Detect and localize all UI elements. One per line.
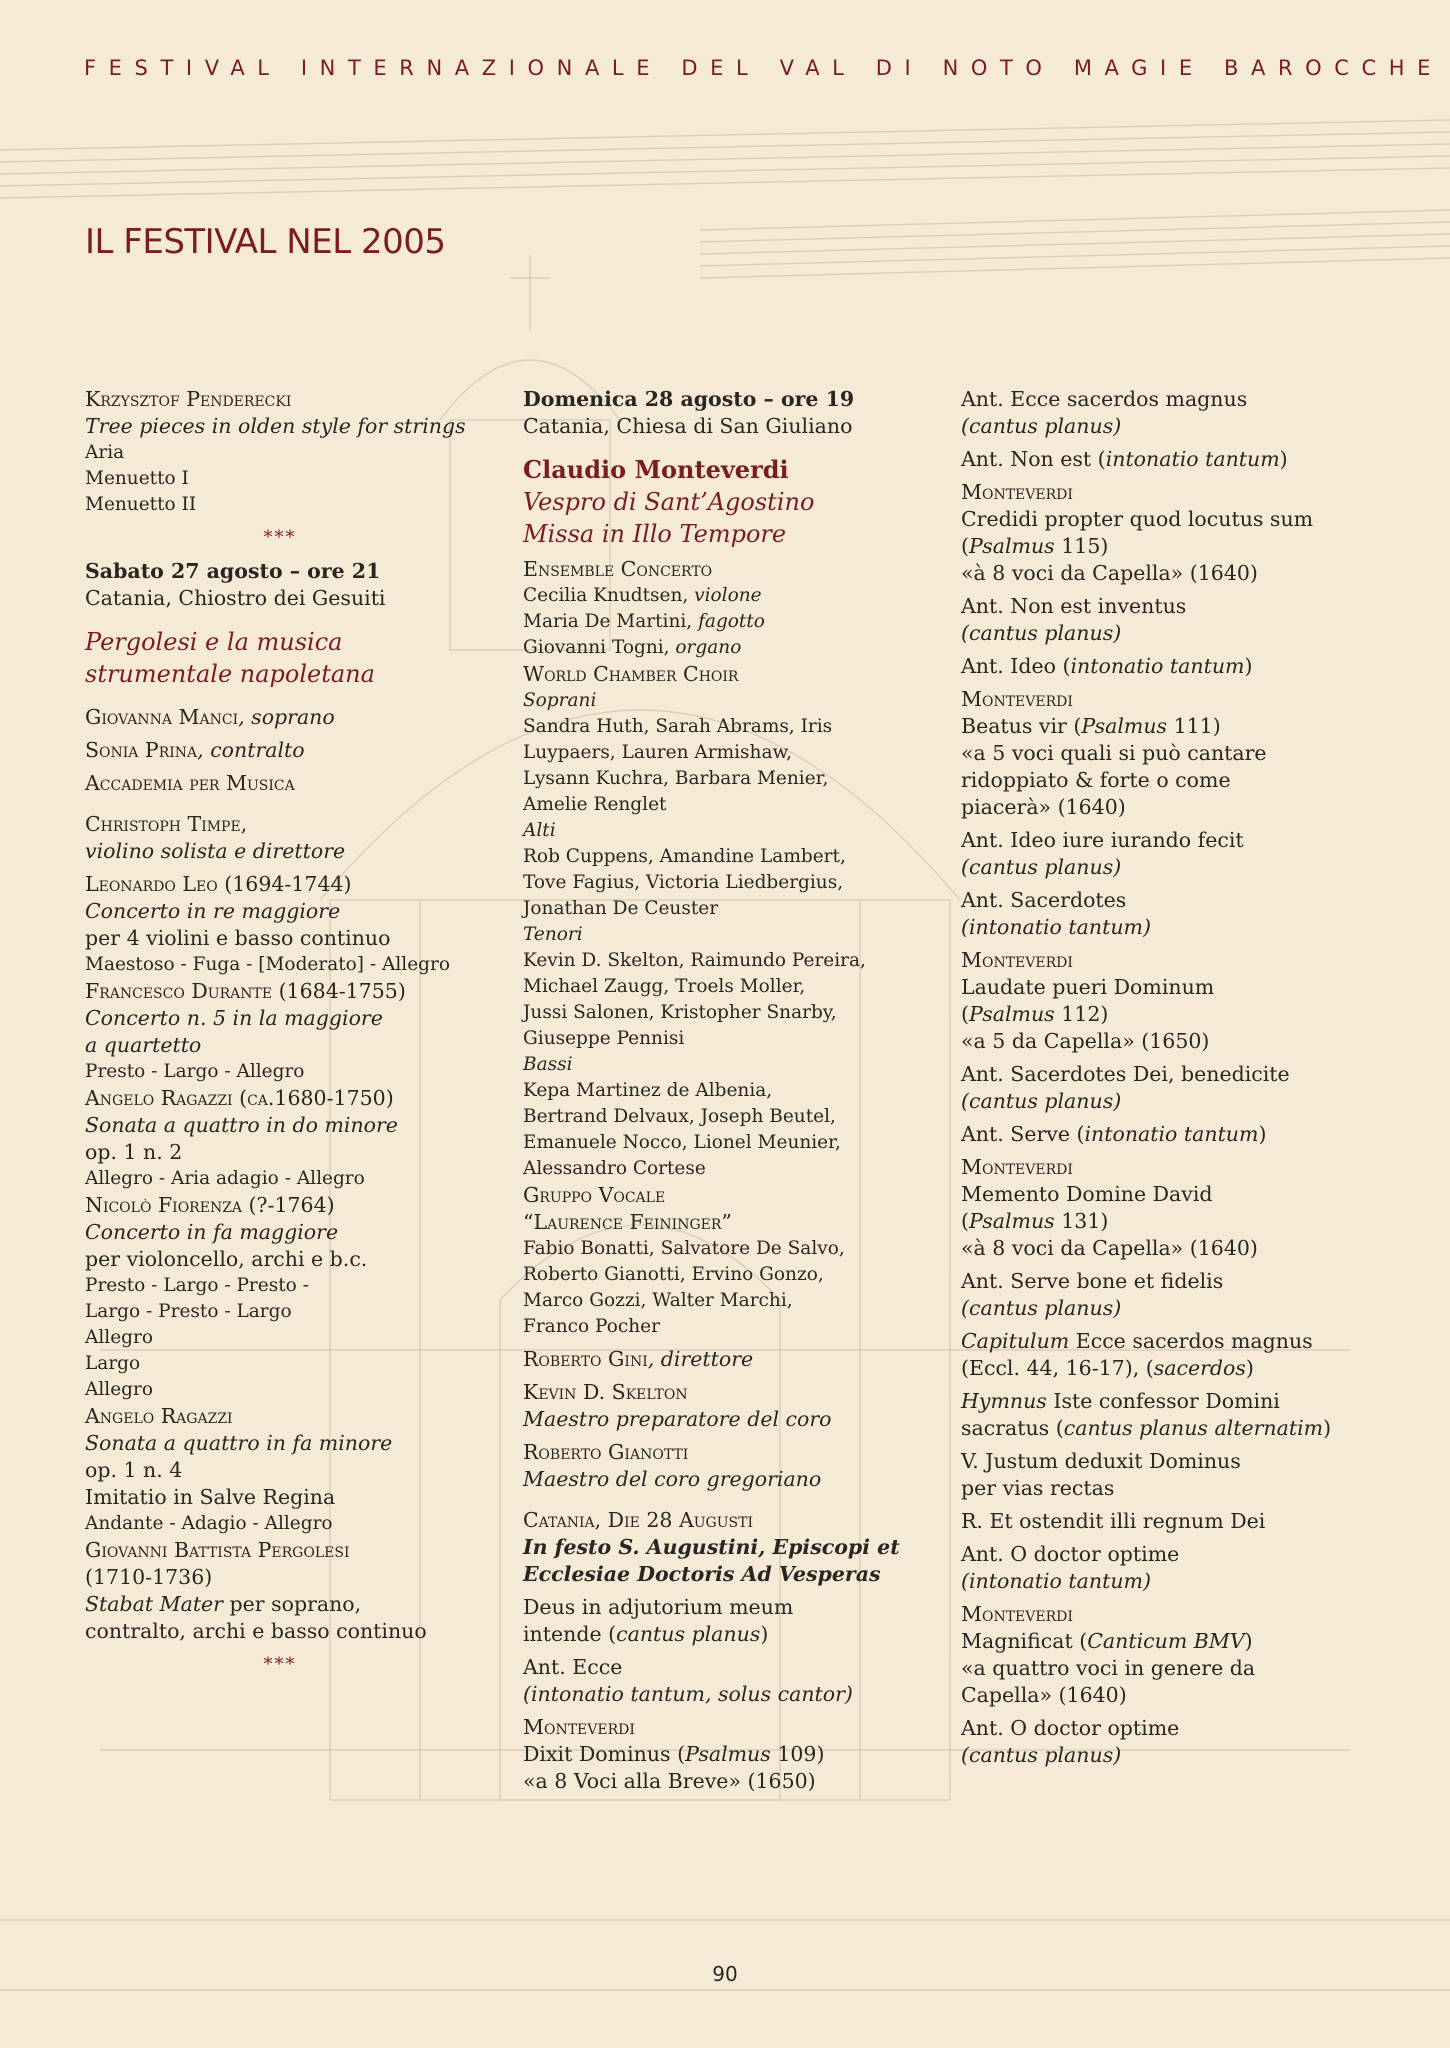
text-run: ) (1245, 1356, 1254, 1380)
singer-list: Lysann Kuchra, Barbara Menier, (523, 768, 829, 789)
movement: Menuetto II (85, 494, 197, 515)
performer-role: Maestro del coro gregoriano (523, 1467, 822, 1491)
movement: Menuetto I (85, 468, 189, 489)
text-run: ) (1258, 1122, 1267, 1146)
column-middle (523, 386, 933, 1795)
work-scoring: contralto, archi e basso continuo (85, 1619, 427, 1643)
singer-list: Alessandro Cortese (523, 1158, 706, 1179)
text-run: ) (760, 1622, 769, 1646)
movements: Andante - Adagio - Allegro (85, 1513, 333, 1534)
text-run: Ecce sacerdos magnus (1069, 1329, 1313, 1353)
liturgy-item (961, 713, 1381, 740)
concert-venue: Catania, Chiostro dei Gesuiti (85, 586, 386, 610)
text-run: Capitulum (961, 1329, 1070, 1353)
text-run: Beatus vir ( (961, 714, 1082, 738)
work-scoring: per soprano, (223, 1592, 362, 1616)
running-header: FESTIVAL INTERNAZIONALE DEL VAL DI NOTO MAGIE BAROCCHE (84, 56, 1444, 80)
concert-venue: Catania, Chiesa di San Giuliano (523, 414, 853, 438)
liturgy-item: Ant. Ecce sacerdos magnus (961, 387, 1248, 411)
movements: Largo - Presto - Largo (85, 1301, 292, 1322)
performer-name: Cecilia Knudtsen, (523, 585, 695, 606)
work-title: a quartetto (85, 1033, 202, 1057)
text-run: sacerdos (1153, 1356, 1246, 1380)
liturgy-item: Ant. O doctor optime (961, 1542, 1180, 1566)
composer-name: Monteverdi (523, 1715, 635, 1739)
singer-list: Marco Gozzi, Walter Marchi, (523, 1290, 793, 1311)
liturgy-item: «a quattro voci in genere da (961, 1656, 1256, 1680)
singer-list: Michael Zaugg, Troels Moller, (523, 976, 806, 997)
work-title: Sonata a quattro in fa minore (85, 1431, 393, 1455)
performer-role: , soprano (238, 705, 335, 729)
liturgy-item: Ant. O doctor optime (961, 1716, 1180, 1740)
ensemble-name: Ensemble Concerto (523, 557, 713, 581)
singer-list: Emanuele Nocco, Lionel Meunier, (523, 1132, 841, 1153)
text-run: ) (1244, 1629, 1253, 1653)
text-run: cantus planus alternatim (1063, 1416, 1324, 1440)
work-title: Concerto in fa maggiore (85, 1220, 339, 1244)
concert-title: Pergolesi e la musica (85, 628, 343, 656)
singer-list: Jonathan De Ceuster (523, 898, 719, 919)
text-run: ) (1244, 654, 1253, 678)
liturgy-item: (cantus planus) (961, 414, 1122, 438)
composer-name: Giovanni Battista Pergolesi (85, 1538, 350, 1562)
text-run: 109) (770, 1742, 825, 1766)
performer-role: organo (675, 637, 742, 658)
composer-name: Leonardo Leo (1694-1744) (85, 872, 352, 896)
liturgy-item: (cantus planus) (961, 1089, 1122, 1113)
liturgy-item: Deus in adjutorium meum (523, 1595, 794, 1619)
singer-list: Rob Cuppens, Amandine Lambert, (523, 846, 846, 867)
liturgy-item: (intonatio tantum) (961, 915, 1151, 939)
liturgy-item: ridoppiato & forte o come (961, 768, 1231, 792)
liturgy-item: R. Et ostendit illi regnum Dei (961, 1509, 1266, 1533)
performer-role: fagotto (698, 611, 765, 632)
text-run: sacratus ( (961, 1416, 1064, 1440)
liturgy-item: Capella» (1640) (961, 1683, 1127, 1707)
performer (85, 737, 495, 764)
performer-name: Roberto Gini (523, 1347, 648, 1371)
concert-title: Vespro di Sant’Agostino (523, 488, 815, 516)
text-run: cantus planus (616, 1622, 761, 1646)
text-run: Dixit Dominus ( (523, 1742, 686, 1766)
liturgy-item: (intonatio tantum, solus cantor) (523, 1682, 853, 1706)
liturgy-item (961, 1388, 1381, 1415)
ensemble-name: “Laurence Feininger” (523, 1210, 732, 1234)
liturgy-item (523, 1621, 933, 1648)
composer-dates: (1710-1736) (85, 1565, 213, 1589)
liturgy-item: «à 8 voci da Capella» (1640) (961, 1236, 1258, 1260)
text-run: intonatio tantum (1105, 447, 1280, 471)
work-title (85, 1591, 495, 1618)
liturgy-item (961, 653, 1381, 680)
text-run: Ant. Serve ( (961, 1122, 1085, 1146)
work-title: Tree pieces in olden style for strings (85, 414, 466, 438)
voice-section: Tenori (523, 924, 583, 945)
performer-name: Christoph Timpe, (85, 812, 248, 836)
singer-list: Roberto Gianotti, Ervino Gonzo, (523, 1264, 824, 1285)
liturgy-item: (cantus planus) (961, 621, 1122, 645)
composer-name: Angelo Ragazzi (85, 1404, 233, 1428)
text-run: intonatio tantum (1084, 1122, 1259, 1146)
liturgy-item: (cantus planus) (961, 1743, 1122, 1767)
concert-date: Sabato 27 agosto – ore 21 (85, 559, 381, 583)
liturgy-item (961, 1628, 1381, 1655)
ensemble-name: Gruppo Vocale (523, 1183, 666, 1207)
liturgy-item: Memento Domine David (961, 1182, 1213, 1206)
composer-name: Monteverdi (961, 1155, 1073, 1179)
work-title: Sonata a quattro in do minore (85, 1113, 398, 1137)
singer-list: Franco Pocher (523, 1316, 660, 1337)
movements: Allegro (85, 1327, 153, 1348)
liturgy-item: piacerà» (1640) (961, 795, 1126, 819)
performer (523, 635, 933, 661)
singer-list: Bertrand Delvaux, Joseph Beutel, (523, 1106, 836, 1127)
concert-title: strumentale napoletana (85, 660, 375, 688)
performer-name: Giovanna Manci (85, 705, 239, 729)
liturgy-item: Ant. Ideo iure iurando fecit (961, 828, 1244, 852)
liturgy-title: In festo S. Augustini, Episcopi et (523, 1535, 900, 1559)
performer-role: violone (694, 585, 762, 606)
concert-composer: Claudio Monteverdi (523, 455, 789, 484)
text-run: Psalmus (969, 534, 1055, 558)
text-run: ( (961, 534, 969, 558)
ensemble-name: Accademia per Musica (85, 771, 295, 795)
text-run: ( (961, 1002, 969, 1026)
composer-name: Francesco Durante (1684-1755) (85, 979, 406, 1003)
liturgy-item: «a 8 Voci alla Breve» (1650) (523, 1769, 816, 1793)
liturgy-item: per vias rectas (961, 1476, 1115, 1500)
text-run: intende ( (523, 1622, 617, 1646)
performer-role: , direttore (647, 1347, 754, 1371)
singer-list: Jussi Salonen, Kristopher Snarby, (523, 1002, 837, 1023)
liturgy-item: Ant. Sacerdotes Dei, benedicite (961, 1062, 1290, 1086)
singer-list: Kepa Martinez de Albenia, (523, 1080, 773, 1101)
composer-name: Monteverdi (961, 948, 1073, 972)
text-run: Canticum BMV (1087, 1629, 1245, 1653)
composer-name: Monteverdi (961, 687, 1073, 711)
text-run: Psalmus (685, 1742, 771, 1766)
voice-section: Bassi (523, 1054, 573, 1075)
liturgy-item: V. Justum deduxit Dominus (961, 1449, 1241, 1473)
work-title: Concerto n. 5 in la maggiore (85, 1006, 383, 1030)
text-run: ) (1279, 447, 1288, 471)
movements: Maestoso - Fuga - [Moderato] - Allegro (85, 954, 450, 975)
text-run: ) (1323, 1416, 1332, 1440)
liturgy-heading: Catania, Die 28 Augusti (523, 1508, 753, 1532)
text-run: Ant. Ideo ( (961, 654, 1071, 678)
singer-list: Tove Fagius, Victoria Liedbergius, (523, 872, 844, 893)
composer-name: Angelo Ragazzi (ca.1680-1750) (85, 1086, 394, 1110)
movement: Aria (85, 442, 125, 463)
performer-name: Kevin D. Skelton (523, 1380, 688, 1404)
concert-title: Missa in Illo Tempore (523, 520, 787, 548)
performer-role: violino solista e direttore (85, 839, 346, 863)
liturgy-item (961, 1208, 1381, 1235)
liturgy-title: Ecclesiae Doctoris Ad Vesperas (523, 1562, 881, 1586)
work-name: Stabat Mater (85, 1592, 223, 1616)
movements: Largo (85, 1353, 141, 1374)
singer-list: Fabio Bonatti, Salvatore De Salvo, (523, 1238, 845, 1259)
text-run: intonatio tantum (1070, 654, 1245, 678)
text-run: Psalmus (1081, 714, 1168, 738)
movements: Presto - Largo - Presto - (85, 1275, 309, 1296)
text-run: 115) (1054, 534, 1109, 558)
work-scoring: per violoncello, archi e b.c. (85, 1247, 368, 1271)
voice-section: Alti (523, 820, 556, 841)
singer-list: Sandra Huth, Sarah Abrams, Iris (523, 716, 833, 737)
voice-section: Soprani (523, 690, 597, 711)
composer-name: Monteverdi (961, 480, 1073, 504)
singer-list: Amelie Renglet (523, 794, 667, 815)
liturgy-item: (cantus planus) (961, 1296, 1122, 1320)
text-run: Hymnus (961, 1389, 1047, 1413)
work-title: Imitatio in Salve Regina (85, 1485, 336, 1509)
liturgy-item: Credidi propter quod locutus sum (961, 507, 1314, 531)
column-right (961, 386, 1381, 1769)
work-scoring: per 4 violini e basso continuo (85, 926, 391, 950)
liturgy-item (961, 1328, 1381, 1355)
liturgy-item (961, 1001, 1381, 1028)
text-run: ( (961, 1209, 969, 1233)
composer-name: Nicolò Fiorenza (?-1764) (85, 1193, 335, 1217)
liturgy-item (523, 1741, 933, 1768)
page-title: IL FESTIVAL NEL 2005 (85, 222, 446, 262)
singer-list: Luypaers, Lauren Armishaw, (523, 742, 793, 763)
text-run: (Eccl. 44, 16-17), ( (961, 1356, 1154, 1380)
liturgy-item (961, 446, 1381, 473)
liturgy-item: «à 8 voci da Capella» (1640) (961, 561, 1258, 585)
movements: Allegro - Aria adagio - Allegro (85, 1168, 365, 1189)
performer-name: Sonia Prina (85, 738, 198, 762)
liturgy-item: Ant. Non est inventus (961, 594, 1187, 618)
liturgy-item: «a 5 da Capella» (1650) (961, 1029, 1210, 1053)
text-run: 131) (1054, 1209, 1109, 1233)
liturgy-item: (cantus planus) (961, 855, 1122, 879)
performer-role: Maestro preparatore del coro (523, 1407, 832, 1431)
opus-number: op. 1 n. 2 (85, 1140, 183, 1164)
performer (523, 583, 933, 609)
text-run: Magnificat ( (961, 1629, 1088, 1653)
liturgy-item (961, 1415, 1381, 1442)
text-run: Ant. Non est ( (961, 447, 1106, 471)
text-run: 112) (1054, 1002, 1109, 1026)
composer-name: Monteverdi (961, 1602, 1073, 1626)
section-separator: *** (263, 1654, 297, 1675)
movements: Allegro (85, 1379, 153, 1400)
liturgy-item: Ant. Sacerdotes (961, 888, 1127, 912)
performer (523, 1346, 933, 1373)
concert-date: Domenica 28 agosto – ore 19 (523, 387, 855, 411)
liturgy-item: «a 5 voci quali si può cantare (961, 741, 1267, 765)
liturgy-item: Ant. Serve bone et fidelis (961, 1269, 1224, 1293)
text-run: Psalmus (969, 1002, 1055, 1026)
liturgy-item (961, 1121, 1381, 1148)
text-run: Iste confessor Domini (1046, 1389, 1280, 1413)
column-left (85, 386, 495, 1679)
movements: Presto - Largo - Allegro (85, 1061, 305, 1082)
text-run: 111) (1167, 714, 1221, 738)
singer-list: Kevin D. Skelton, Raimundo Pereira, (523, 950, 866, 971)
performer (85, 704, 495, 731)
composer-name: Krzysztof Penderecki (85, 387, 292, 411)
text-run: Psalmus (969, 1209, 1055, 1233)
ensemble-name: World Chamber Choir (523, 662, 739, 686)
liturgy-item (961, 1355, 1381, 1382)
performer (523, 609, 933, 635)
performer-name: Roberto Gianotti (523, 1440, 689, 1464)
liturgy-item: Ant. Ecce (523, 1655, 623, 1679)
opus-number: op. 1 n. 4 (85, 1458, 183, 1482)
liturgy-item: (intonatio tantum) (961, 1569, 1151, 1593)
page-number: 90 (712, 1962, 738, 1986)
singer-list: Giuseppe Pennisi (523, 1028, 685, 1049)
work-title: Concerto in re maggiore (85, 899, 341, 923)
performer-name: Giovanni Togni, (523, 637, 676, 658)
section-separator: *** (263, 527, 297, 548)
performer-role: , contralto (197, 738, 305, 762)
liturgy-item: Laudate pueri Dominum (961, 975, 1215, 999)
performer-name: Maria De Martini, (523, 611, 699, 632)
liturgy-item (961, 533, 1381, 560)
